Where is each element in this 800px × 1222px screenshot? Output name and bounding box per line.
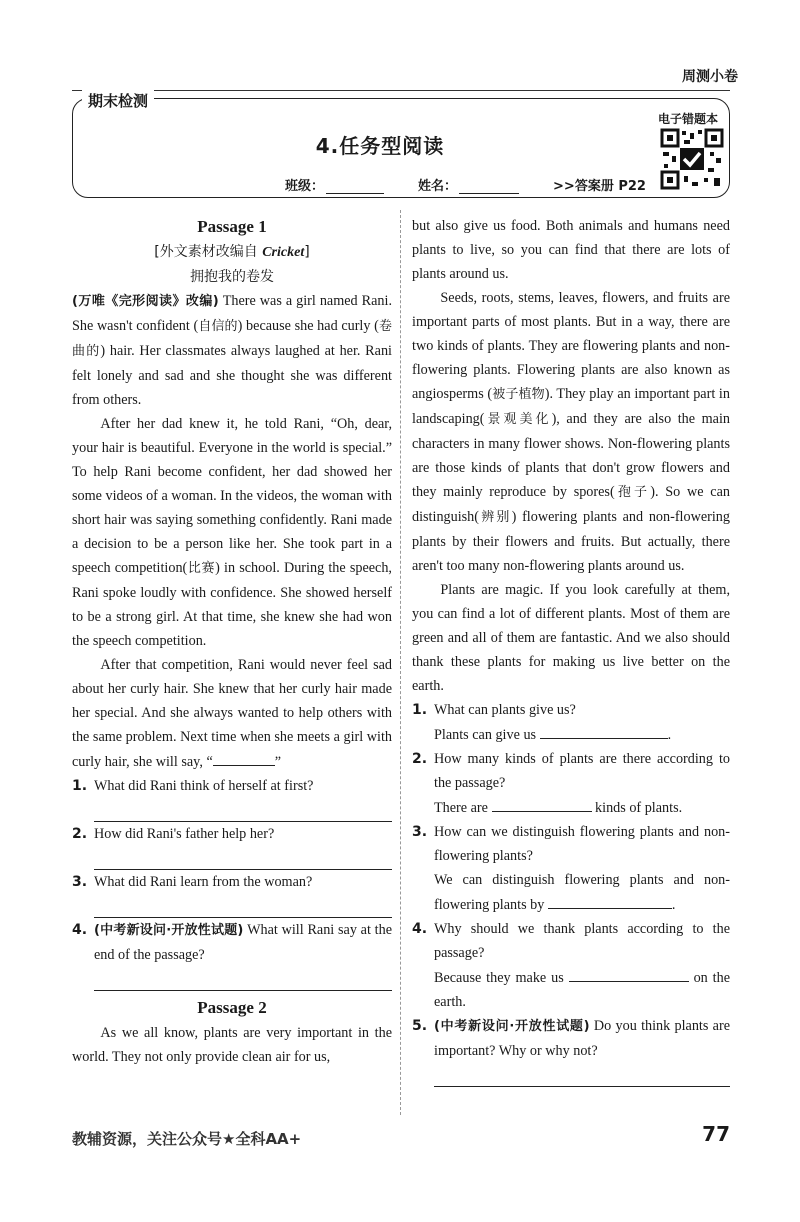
p1-answer-line-2[interactable] bbox=[94, 846, 392, 870]
right-column bbox=[412, 214, 730, 1087]
page-title: 4.任务型阅读 bbox=[315, 134, 445, 158]
name-field[interactable]: 姓名： bbox=[418, 175, 519, 194]
student-fields bbox=[285, 175, 646, 194]
p1-answer-line-4[interactable] bbox=[94, 967, 392, 991]
quote-blank[interactable] bbox=[213, 749, 275, 766]
p2-question-2: 2. How many kinds of plants are there according to the passage? There are kinds of plants. bbox=[412, 751, 730, 816]
p2-question-5: 5. (中考新设问·开放性试题) Do you think plants are important? Why or why not? bbox=[412, 1018, 730, 1059]
p1-question-1: 1. What did Rani think of herself at first? bbox=[72, 778, 314, 794]
p2-answer-blank-1[interactable] bbox=[540, 722, 668, 739]
passage2-paragraph-2: Seeds, roots, stems, leaves, flowers, and fruits are important parts of most plants. But in a way, there are two kinds of plants. They are flowering plants and non-flowering plants. Flowering plants are also known as angiosperms (被子植物). They play an important part in landscaping(景观美化), and they are also the main characters in many flower shows. Non-flowering plants are those kinds of plants that don't grow flowers and they mainly reproduce by spores(孢子). So we can distinguish(辨别) flowering plants and non-flowering plants by their flowers and fruits. But actually, there aren't too many non-flowering plants around us. bbox=[412, 290, 730, 574]
passage1-paragraph-1: (万唯《完形阅读》改编) There was a girl named Rani. She wasn't confident (自信的) because she had curly (卷曲的) hair. Her classmates always laughed at her. Rani felt lonely and sad and she thought she was different from others. bbox=[72, 293, 392, 408]
p2-question-3: 3. How can we distinguish flowering plants and non-flowering plants? We can distinguish flowering plants and non-flowering plants by . bbox=[412, 824, 730, 913]
p1-answer-line-1[interactable] bbox=[94, 798, 392, 822]
header-tag: 周测小卷 bbox=[682, 69, 738, 85]
passage1-paragraph-3: After that competition, Rani would never feel sad about her curly hair. She knew that her curly hair made her special. And she always wanted to help others with the same problem. Next time when she meets a girl with curly hair, she will say, “ ” bbox=[72, 657, 392, 770]
left-column bbox=[72, 214, 392, 1069]
qr-label: 电子错题本 bbox=[658, 112, 719, 126]
p2-answer-blank-2[interactable] bbox=[492, 795, 592, 812]
passage1-subtitle: 拥抱我的卷发 bbox=[190, 269, 274, 285]
p1-question-3: 3. What did Rani learn from the woman? bbox=[72, 874, 313, 890]
p2-answer-line-5[interactable] bbox=[434, 1063, 730, 1087]
passage2-paragraph-3: Plants are magic. If you look carefully at them, you can find a lot of different plants. Most of them are green and all of them are fantastic. And we also should thank these plants for making us live better on the earth. bbox=[412, 582, 730, 694]
passage1-source: [外文素材改编自 Cricket] bbox=[154, 244, 310, 260]
p2-question-4: 4. Why should we thank plants according to the passage? Because they make us on the earth. bbox=[412, 921, 730, 1010]
header-rule bbox=[72, 90, 730, 91]
passage1-title: Passage 1 bbox=[197, 217, 267, 236]
p1-question-2: 2. How did Rani's father help her? bbox=[72, 826, 275, 842]
qr-code-icon[interactable] bbox=[660, 128, 724, 190]
class-field[interactable]: 班级： bbox=[285, 175, 384, 194]
answer-reference: >>答案册 P22 bbox=[553, 179, 646, 194]
p2-answer-blank-4[interactable] bbox=[569, 965, 689, 982]
passage1-paragraph-2: After her dad knew it, he told Rani, “Oh, dear, your hair is beautiful. Everyone in the world is special.” To help Rani become confident, her dad showed her some videos of a woman. In the videos, the woman with short hair was saying something confidently. Rani made a decision to be a person like her. She took part in a speech competition(比赛) in school. During the speech, Rani spoke loudly with confidence. She showed herself to be a strong girl. At that time, she knew she had won the speech competition. bbox=[72, 416, 392, 649]
passage2-paragraph-1-end: but also give us food. Both animals and humans need plants to live, so you can find that there are lots of plants around us. bbox=[412, 218, 730, 282]
p2-question-1: 1. What can plants give us? Plants can give us . bbox=[412, 702, 672, 743]
p2-answer-blank-3[interactable] bbox=[548, 892, 672, 909]
p1-question-4: 4. (中考新设问·开放性试题) What will Rani say at the end of the passage? bbox=[72, 922, 393, 963]
p1-answer-line-3[interactable] bbox=[94, 894, 392, 918]
passage2-paragraph-1-start: As we all know, plants are very important in the world. They not only provide clean air for us, bbox=[72, 1025, 392, 1065]
column-divider bbox=[400, 210, 401, 1115]
section-label: 期末检测 bbox=[82, 90, 154, 111]
footer-promo: 教辅资源，关注公众号★全科AA+ bbox=[72, 1130, 302, 1148]
passage2-title: Passage 2 bbox=[197, 998, 267, 1017]
page-number: 77 bbox=[702, 1122, 730, 1146]
